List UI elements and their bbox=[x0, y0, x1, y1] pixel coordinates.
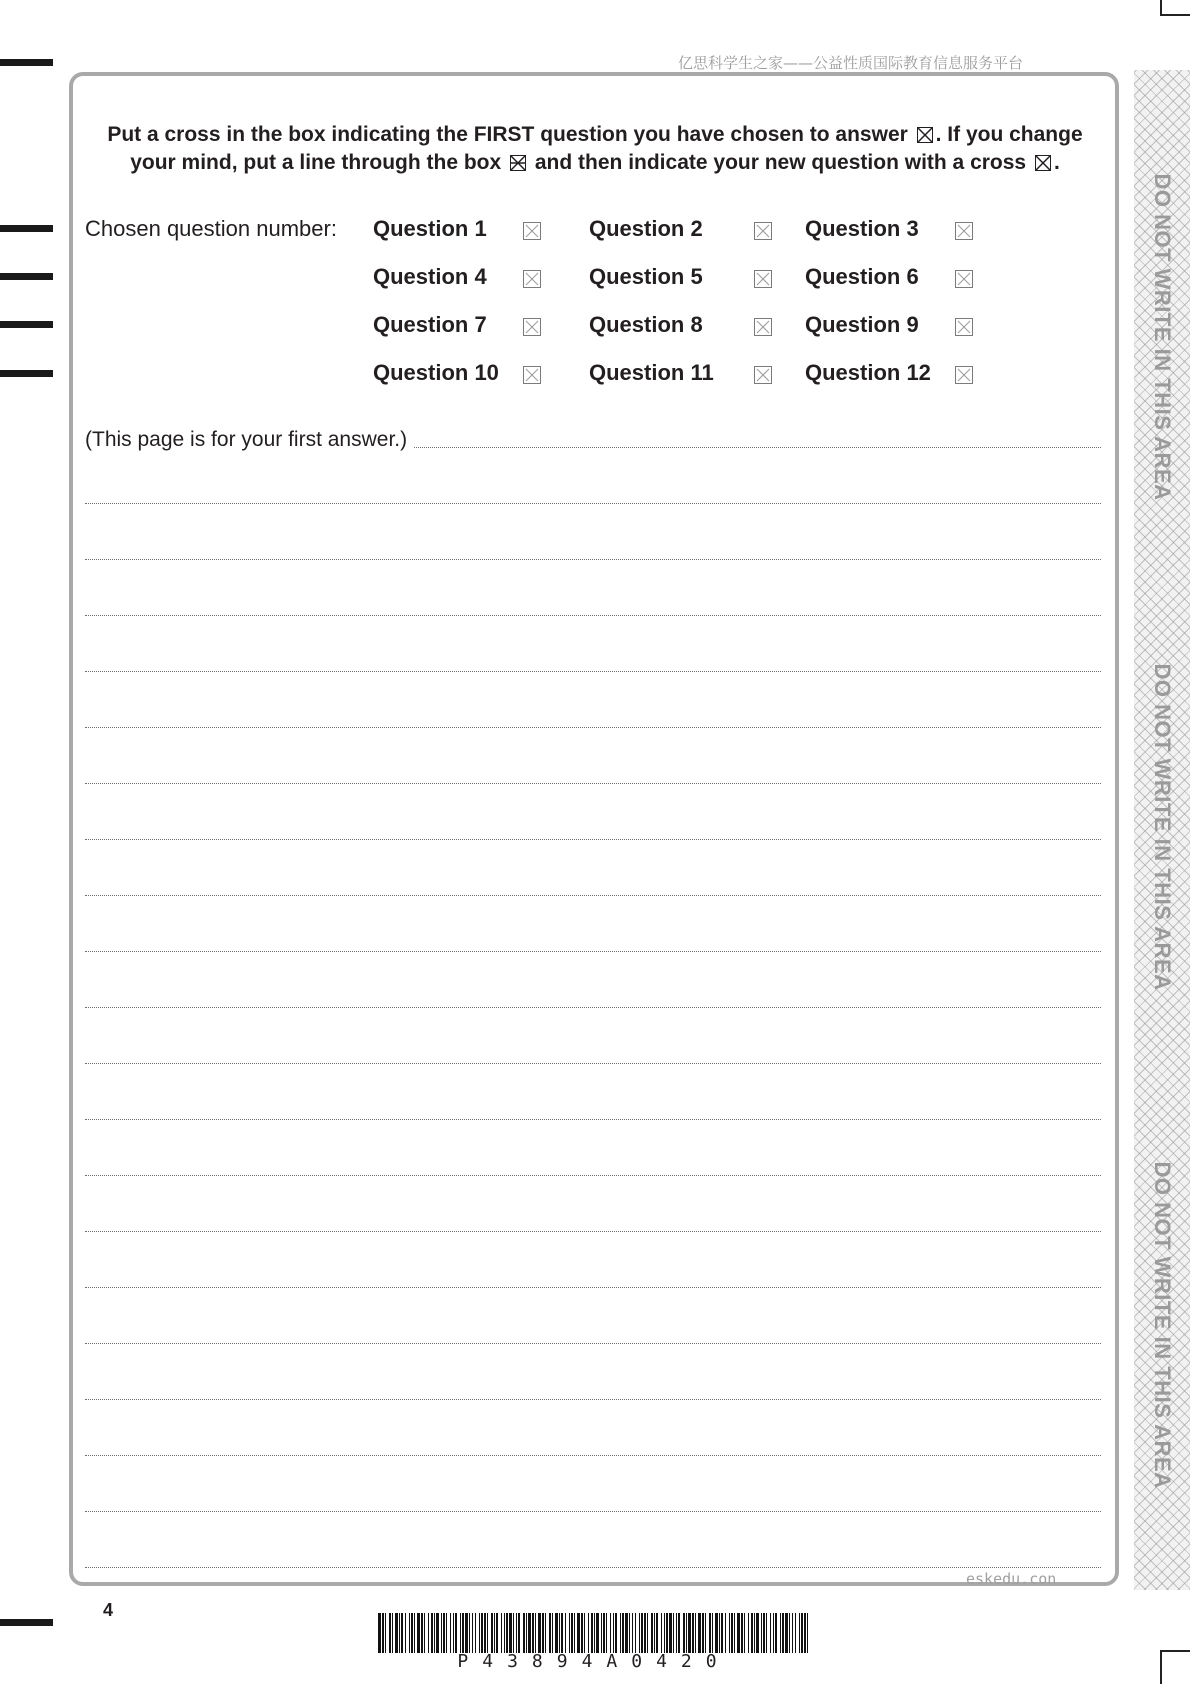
barcode-bar bbox=[443, 1613, 445, 1653]
instruction-line2-b: and then indicate your new question with a cross bbox=[529, 151, 1032, 174]
answer-line bbox=[85, 783, 1101, 784]
header-watermark: 亿思科学生之家——公益性质国际教育信息服务平台 bbox=[678, 54, 1024, 72]
cross-box-icon bbox=[1035, 155, 1051, 171]
margin-mark bbox=[0, 321, 53, 328]
barcode-bar bbox=[729, 1613, 730, 1653]
barcode-bar bbox=[428, 1613, 429, 1653]
barcode-bar bbox=[731, 1613, 733, 1653]
barcode-bar bbox=[399, 1613, 400, 1653]
barcode-bar bbox=[411, 1613, 413, 1653]
barcode-bar bbox=[744, 1613, 745, 1653]
answer-line bbox=[85, 1007, 1101, 1008]
barcode-bar bbox=[773, 1613, 774, 1653]
barcode-bar bbox=[683, 1613, 685, 1653]
barcode-bar bbox=[795, 1613, 796, 1653]
barcode-bar bbox=[629, 1613, 630, 1653]
barcode-bar bbox=[561, 1613, 563, 1653]
answer-line bbox=[85, 1567, 1101, 1568]
barcode-bar bbox=[661, 1613, 662, 1653]
question-checkbox[interactable] bbox=[955, 366, 973, 384]
barcode-bar bbox=[715, 1613, 718, 1653]
question-label: Question 8 bbox=[589, 312, 703, 337]
barcode-bar bbox=[414, 1613, 415, 1653]
barcode-bar bbox=[644, 1613, 646, 1653]
answer-line bbox=[85, 1063, 1101, 1064]
question-label: Question 7 bbox=[373, 312, 487, 337]
barcode-bar bbox=[695, 1613, 696, 1653]
margin-mark bbox=[0, 370, 53, 377]
margin-mark bbox=[0, 273, 53, 280]
barcode-bar bbox=[603, 1613, 605, 1653]
barcode-bar bbox=[431, 1613, 433, 1653]
barcode-bar bbox=[532, 1613, 534, 1653]
question-label: Question 1 bbox=[373, 216, 487, 241]
barcode-bar bbox=[712, 1613, 713, 1653]
barcode-bar bbox=[766, 1613, 767, 1653]
answer-line bbox=[85, 671, 1101, 672]
question-checkbox[interactable] bbox=[523, 366, 541, 384]
barcode-bar bbox=[785, 1613, 788, 1653]
barcode-bar bbox=[606, 1613, 607, 1653]
barcode-bar bbox=[506, 1613, 508, 1653]
answer-line bbox=[85, 503, 1101, 504]
question-label: Question 12 bbox=[805, 360, 931, 385]
instruction-line1-a: Put a cross in the box indicating the FIRST question you have chosen to answer bbox=[107, 123, 914, 146]
answer-line bbox=[85, 1399, 1101, 1400]
answer-line bbox=[85, 1175, 1101, 1176]
question-checkbox[interactable] bbox=[754, 270, 772, 288]
instruction-line2-c: . bbox=[1053, 151, 1060, 174]
barcode-bar bbox=[656, 1613, 658, 1653]
barcode-bar bbox=[686, 1613, 687, 1653]
barcode-bar bbox=[734, 1613, 735, 1653]
barcode-bar bbox=[542, 1613, 544, 1653]
answer-line bbox=[85, 1511, 1101, 1512]
barcode-bar bbox=[584, 1613, 585, 1653]
cross-box-icon bbox=[917, 127, 933, 143]
barcode-bar bbox=[565, 1613, 566, 1653]
barcode-bar bbox=[385, 1613, 386, 1653]
question-label: Question 2 bbox=[589, 216, 703, 241]
barcode-bar bbox=[382, 1613, 384, 1653]
side-warning-middle: DO NOT WRITE IN THIS AREA bbox=[1150, 663, 1175, 991]
barcode-bar bbox=[620, 1613, 621, 1653]
answer-line bbox=[85, 727, 1101, 728]
barcode-bar bbox=[799, 1613, 800, 1653]
crop-mark bbox=[1160, 0, 1162, 14]
barcode-bar bbox=[460, 1613, 461, 1653]
barcode-bar bbox=[392, 1613, 393, 1653]
barcode-bar bbox=[780, 1613, 781, 1653]
question-checkbox[interactable] bbox=[523, 270, 541, 288]
answer-line bbox=[85, 951, 1101, 952]
question-checkbox[interactable] bbox=[955, 318, 973, 336]
answer-line bbox=[85, 1287, 1101, 1288]
barcode-bar bbox=[705, 1613, 706, 1653]
barcode-bar bbox=[569, 1613, 570, 1653]
barcode-bar bbox=[721, 1613, 723, 1653]
barcode-bar bbox=[405, 1613, 406, 1653]
barcode-bar bbox=[484, 1613, 486, 1653]
barcode-bar bbox=[434, 1613, 435, 1653]
barcode-bar bbox=[673, 1613, 674, 1653]
barcode bbox=[378, 1613, 810, 1653]
answer-line bbox=[85, 1231, 1101, 1232]
barcode-bar bbox=[501, 1613, 502, 1653]
barcode-bar bbox=[549, 1613, 551, 1653]
question-label: Question 6 bbox=[805, 264, 919, 289]
barcode-bar bbox=[807, 1613, 808, 1653]
barcode-bar bbox=[552, 1613, 553, 1653]
barcode-number: P43894A0420 bbox=[457, 1651, 731, 1672]
barcode-bar bbox=[792, 1613, 793, 1653]
barcode-bar bbox=[754, 1613, 755, 1653]
first-answer-note: (This page is for your first answer.) bbox=[85, 428, 413, 452]
barcode-bar bbox=[545, 1613, 546, 1653]
barcode-bar bbox=[654, 1613, 655, 1653]
barcode-bar bbox=[596, 1613, 599, 1653]
barcode-bar bbox=[475, 1613, 476, 1653]
barcode-bar bbox=[481, 1613, 483, 1653]
barcode-bar bbox=[455, 1613, 457, 1653]
barcode-bar bbox=[378, 1613, 381, 1653]
question-checkbox[interactable] bbox=[754, 222, 772, 240]
barcode-bar bbox=[770, 1613, 771, 1653]
barcode-bar bbox=[494, 1613, 495, 1653]
barcode-bar bbox=[559, 1613, 560, 1653]
barcode-bar bbox=[610, 1613, 611, 1653]
barcode-bar bbox=[632, 1613, 633, 1653]
barcode-bar bbox=[518, 1613, 520, 1653]
question-label: Question 10 bbox=[373, 360, 499, 385]
question-checkbox[interactable] bbox=[754, 366, 772, 384]
barcode-bar bbox=[775, 1613, 777, 1653]
barcode-bar bbox=[509, 1613, 512, 1653]
barcode-bar bbox=[462, 1613, 464, 1653]
barcode-bar bbox=[651, 1613, 653, 1653]
instruction-line2-a: your mind, put a line through the box bbox=[130, 151, 508, 174]
barcode-bar bbox=[737, 1613, 740, 1653]
barcode-bar bbox=[641, 1613, 643, 1653]
question-label: Question 4 bbox=[373, 264, 487, 289]
barcode-bar bbox=[719, 1613, 720, 1653]
barcode-bar bbox=[479, 1613, 480, 1653]
barcode-bar bbox=[555, 1613, 558, 1653]
barcode-bar bbox=[487, 1613, 488, 1653]
instruction-line1-b: . If you change bbox=[935, 123, 1083, 146]
barcode-bar bbox=[635, 1613, 636, 1653]
answer-frame bbox=[69, 72, 1119, 1586]
barcode-bar bbox=[417, 1613, 420, 1653]
barcode-bar bbox=[804, 1613, 806, 1653]
barcode-bar bbox=[446, 1613, 447, 1653]
barcode-bar bbox=[698, 1613, 701, 1653]
barcode-bar bbox=[763, 1613, 765, 1653]
answer-line bbox=[85, 839, 1101, 840]
barcode-bar bbox=[613, 1613, 614, 1653]
answer-line bbox=[85, 1119, 1101, 1120]
barcode-bar bbox=[516, 1613, 517, 1653]
answer-line bbox=[85, 895, 1101, 896]
barcode-bar bbox=[465, 1613, 468, 1653]
barcode-bar bbox=[761, 1613, 762, 1653]
barcode-bar bbox=[421, 1613, 423, 1653]
barcode-bar bbox=[535, 1613, 536, 1653]
barcode-bar bbox=[469, 1613, 470, 1653]
question-checkbox[interactable] bbox=[955, 270, 973, 288]
barcode-bar bbox=[676, 1613, 677, 1653]
barcode-bar bbox=[389, 1613, 391, 1653]
question-label: Question 3 bbox=[805, 216, 919, 241]
margin-mark bbox=[0, 1619, 53, 1626]
barcode-bar bbox=[491, 1613, 493, 1653]
barcode-bar bbox=[741, 1613, 743, 1653]
barcode-bar bbox=[688, 1613, 691, 1653]
barcode-bar bbox=[591, 1613, 593, 1653]
barcode-bar bbox=[441, 1613, 442, 1653]
barcode-bar bbox=[409, 1613, 410, 1653]
barcode-bar bbox=[436, 1613, 439, 1653]
barcode-bar bbox=[453, 1613, 454, 1653]
margin-mark bbox=[0, 225, 53, 232]
barcode-bar bbox=[588, 1613, 589, 1653]
instruction-text bbox=[82, 121, 1108, 177]
barcode-bar bbox=[574, 1613, 575, 1653]
barcode-bar bbox=[538, 1613, 541, 1653]
barcode-bar bbox=[751, 1613, 753, 1653]
barcode-bar bbox=[526, 1613, 527, 1653]
barcode-bar bbox=[639, 1613, 640, 1653]
barcode-bar bbox=[801, 1613, 803, 1653]
barcode-bar bbox=[702, 1613, 704, 1653]
crop-mark bbox=[1160, 1650, 1190, 1652]
barcode-bar bbox=[577, 1613, 580, 1653]
barcode-bar bbox=[709, 1613, 711, 1653]
site-watermark: eskedu.con bbox=[966, 1570, 1057, 1588]
crop-mark bbox=[1160, 1650, 1162, 1684]
barcode-bar bbox=[513, 1613, 514, 1653]
question-label: Question 9 bbox=[805, 312, 919, 337]
barcode-bar bbox=[625, 1613, 628, 1653]
barcode-bar bbox=[395, 1613, 398, 1653]
barcode-bar bbox=[594, 1613, 595, 1653]
barcode-bar bbox=[664, 1613, 665, 1653]
answer-line bbox=[85, 1455, 1101, 1456]
barcode-bar bbox=[472, 1613, 473, 1653]
barcode-bar bbox=[622, 1613, 624, 1653]
barcode-bar bbox=[571, 1613, 573, 1653]
barcode-bar bbox=[725, 1613, 726, 1653]
side-warning-top: DO NOT WRITE IN THIS AREA bbox=[1150, 173, 1175, 501]
barcode-bar bbox=[678, 1613, 680, 1653]
barcode-bar bbox=[528, 1613, 531, 1653]
barcode-bar bbox=[669, 1613, 672, 1653]
question-checkbox[interactable] bbox=[523, 222, 541, 240]
barcode-bar bbox=[615, 1613, 617, 1653]
barcode-bar bbox=[496, 1613, 498, 1653]
crop-mark bbox=[1160, 14, 1190, 16]
barcode-bar bbox=[504, 1613, 505, 1653]
barcode-bar bbox=[789, 1613, 790, 1653]
struck-cross-box-icon bbox=[510, 155, 526, 171]
question-label: Question 11 bbox=[589, 360, 714, 385]
margin-mark bbox=[0, 59, 53, 66]
side-warning-bottom: DO NOT WRITE IN THIS AREA bbox=[1150, 1161, 1175, 1489]
barcode-bar bbox=[666, 1613, 668, 1653]
barcode-bar bbox=[523, 1613, 525, 1653]
barcode-bar bbox=[647, 1613, 648, 1653]
barcode-bar bbox=[748, 1613, 749, 1653]
answer-line bbox=[85, 1343, 1101, 1344]
barcode-bar bbox=[401, 1613, 403, 1653]
question-checkbox[interactable] bbox=[523, 318, 541, 336]
question-label: Question 5 bbox=[589, 264, 703, 289]
answer-line bbox=[85, 559, 1101, 560]
page-number: 4 bbox=[103, 1600, 114, 1620]
answer-line bbox=[85, 615, 1101, 616]
chosen-question-label: Chosen question number: bbox=[85, 216, 337, 241]
question-checkbox[interactable] bbox=[955, 222, 973, 240]
barcode-bar bbox=[450, 1613, 451, 1653]
barcode-bar bbox=[581, 1613, 583, 1653]
barcode-bar bbox=[424, 1613, 425, 1653]
question-checkbox[interactable] bbox=[754, 318, 772, 336]
barcode-bar bbox=[782, 1613, 784, 1653]
barcode-bar bbox=[692, 1613, 694, 1653]
barcode-bar bbox=[601, 1613, 602, 1653]
barcode-bar bbox=[756, 1613, 759, 1653]
